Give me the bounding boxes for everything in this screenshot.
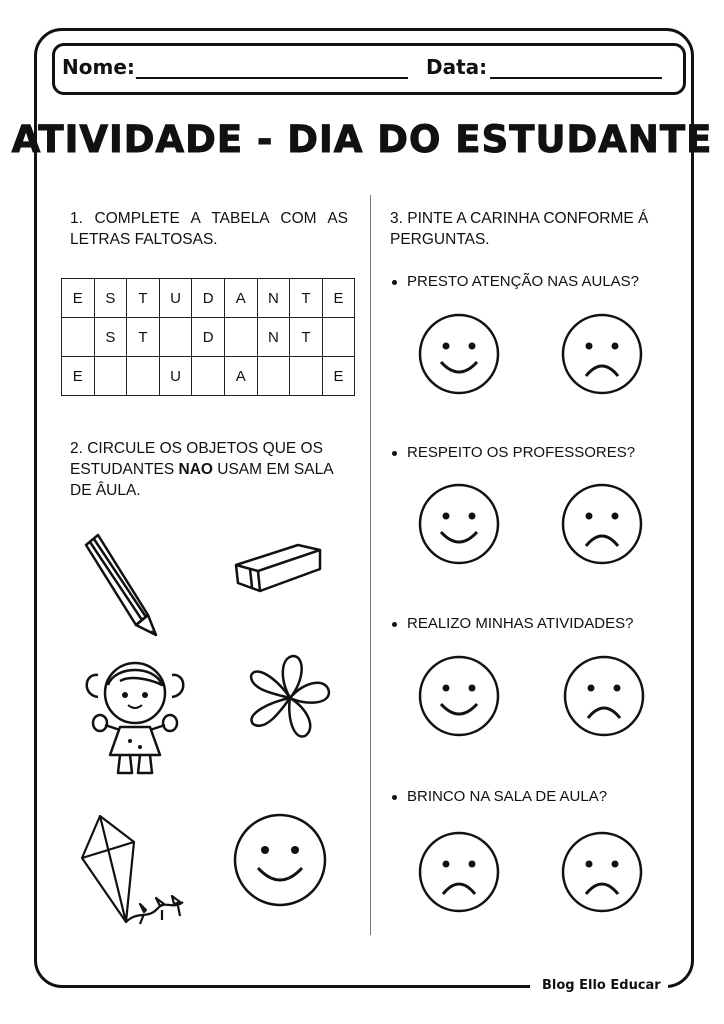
footer-credit: Blog Ello Educar (542, 978, 661, 993)
question-3-text: 3. PINTE A CARINHA CONFORME Á PERGUNTAS. (390, 210, 649, 248)
happy-face-icon[interactable] (417, 482, 501, 566)
table-cell[interactable] (127, 357, 160, 396)
table-cell: N (257, 318, 290, 357)
column-divider (370, 195, 371, 935)
table-cell[interactable] (224, 318, 257, 357)
table-cell: T (127, 279, 160, 318)
table-cell: U (159, 279, 192, 318)
question-3-item-label: PRESTO ATENÇÃO NAS AULAS? (407, 273, 640, 290)
bullet-icon (392, 622, 397, 627)
table-cell: T (127, 318, 160, 357)
question-3-item (392, 444, 635, 461)
bullet-icon (392, 280, 397, 285)
date-label: Data: (426, 55, 488, 79)
name-label: Nome: (62, 55, 135, 79)
happy-face-icon[interactable] (417, 312, 501, 396)
question-3-item (392, 788, 607, 805)
table-row (62, 279, 355, 318)
question-3-item-label: BRINCO NA SALA DE AULA? (407, 788, 608, 805)
name-field[interactable] (136, 77, 408, 79)
table-cell: D (192, 279, 225, 318)
table-cell[interactable] (94, 357, 127, 396)
table-cell[interactable] (192, 357, 225, 396)
question-2-text (70, 438, 354, 501)
sad-face-icon[interactable] (562, 654, 646, 738)
table-cell[interactable] (62, 318, 95, 357)
table-cell: A (224, 279, 257, 318)
question-3-item-label: REALIZO MINHAS ATIVIDADES? (407, 615, 634, 632)
table-cell: T (290, 318, 323, 357)
happy-face-icon[interactable] (417, 654, 501, 738)
pencil-icon[interactable] (78, 530, 168, 645)
smiley-icon[interactable] (232, 812, 328, 908)
table-cell: A (224, 357, 257, 396)
sad-face-icon[interactable] (560, 312, 644, 396)
table-cell: E (62, 357, 95, 396)
question-3-item (392, 273, 639, 290)
table-cell: N (257, 279, 290, 318)
sad-face-icon[interactable] (560, 830, 644, 914)
table-cell: S (94, 279, 127, 318)
question-2-part: 2. CIRCULE OS OBJETOS QUE OS ESTUDANTES (70, 440, 323, 478)
bullet-icon (392, 451, 397, 456)
flower-icon[interactable] (245, 650, 335, 745)
question-1-text: 1. COMPLETE A TABELA COM AS LETRAS FALTOSAS. (70, 210, 348, 248)
table-cell[interactable] (257, 357, 290, 396)
table-cell: U (159, 357, 192, 396)
doll-icon[interactable] (80, 655, 190, 783)
bullet-icon (392, 795, 397, 800)
table-cell[interactable] (290, 357, 323, 396)
sad-face-icon[interactable] (417, 830, 501, 914)
sad-face-icon[interactable] (560, 482, 644, 566)
table-row (62, 357, 355, 396)
table-cell: E (322, 279, 355, 318)
table-row (62, 318, 355, 357)
question-2-part: USAM EM SALA DE ÂULA. (70, 461, 333, 499)
date-field[interactable] (490, 77, 662, 79)
table-cell[interactable] (159, 318, 192, 357)
table-cell: S (94, 318, 127, 357)
table-cell[interactable] (322, 318, 355, 357)
question-3-item (392, 615, 633, 632)
table-cell: E (62, 279, 95, 318)
eraser-icon[interactable] (228, 525, 328, 600)
question-3-item-label: RESPEITO OS PROFESSORES? (407, 444, 636, 461)
table-cell: D (192, 318, 225, 357)
kite-icon[interactable] (78, 810, 193, 935)
page-title: ATIVIDADE - DIA DO ESTUDANTE (11, 118, 713, 161)
letters-table (61, 278, 355, 396)
table-cell: E (322, 357, 355, 396)
header-box (52, 43, 686, 95)
table-cell: T (290, 279, 323, 318)
question-2-emphasis: NAO (178, 461, 213, 478)
